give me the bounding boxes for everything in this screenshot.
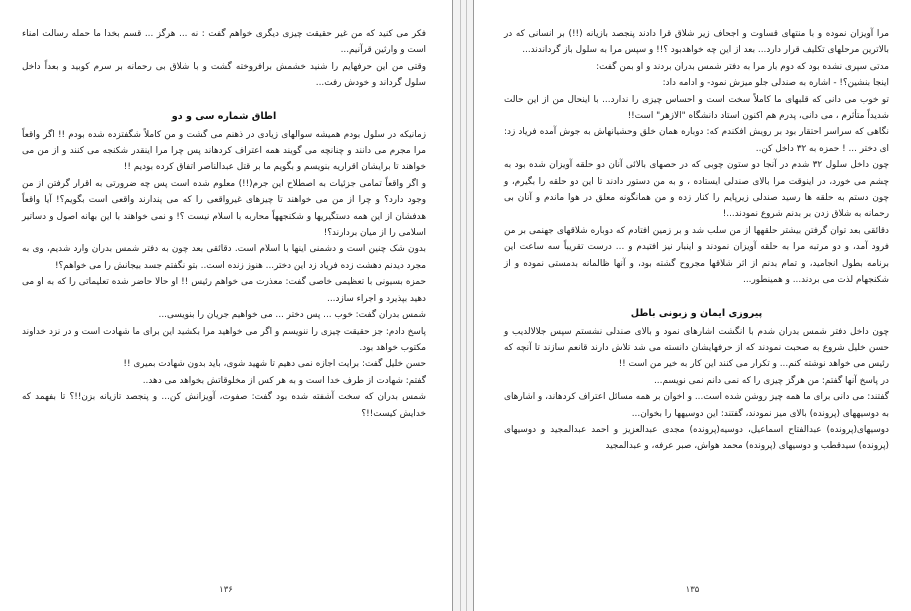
book-gutter [452, 0, 474, 611]
right-paragraph: چون داخل دفتر شمس بدران شدم با انگشت اشارهای نمود و بالای صندلی نشستم سپس جلالالدیب و حسن خلیل شروع به صحبت نمودند که از حرفهایشان دانسته می شد تلاش دارند قانعم سازند تا آنچه که رئیس می خواهد نوشته کنم... و تکرار می کنند این کار به خیر من است !! [504, 326, 889, 370]
page-edge-line [452, 0, 453, 611]
left-paragraph: شمس بدران که سخت آشفته شده بود گفت: صفوت، آویزانش کن... و پنجصد تازیانه بزن!!؟ تا بفهمد که خدایش کیست!!؟ [22, 392, 426, 419]
right-paragraph: مدتی سپری نشده بود که دوم بار مرا به دفتر شمس بدران بردند و او بمن گفت: [596, 61, 889, 72]
left-paragraph: گفتم: شهادت از طرف خدا است و به هر کس از مخلوقاتش بخواهد می دهد.. [142, 375, 426, 386]
left-section-heading: اطاق شماره سی و دو [171, 110, 277, 122]
left-paragraph: و اگر واقعاً تمامی جزئیات به اصطلاح این جرم(!!) معلوم شده است پس چه ضرورتی به اقرار گرفتن از من وجود دارد؟ و چرا از من می خواهند تا چیزهای غیرواقعی را که می پندارند واقعی است بگویم؟! آیا واقعاً هدفشان از این همه دستگیریها و شکنجههاً محاربه با اسلام نیست ؟! و نمی خواهند با این بهانه اصول و دساتیر اسلامی را از میان بردارند؟! [22, 178, 426, 239]
left-page [0, 0, 452, 611]
right-paragraph: چون داخل سلول ۳۲ شدم در آنجا دو ستون چوبی که در حصهای بالائی آنان دو حلقه آویزان شده بود به چشم می خورد، در اینوقت مرا بالای صندلی ایستاده ، و به من دستور دادند تا این دو حلقه را بگیرم، و چون دستم به حلقه ها رسید صندلی زیرپایم را کنار زده و من همانگونه معلق در هوا ماندم و آنان بی رحمانه به شلاق زدن بر بدنم شروع نمودند...! [504, 160, 889, 220]
right-paragraph: دوسیهای(پرونده) عبدالفتاح اسماعیل، دوسیه(پرونده) مجدی عبدالعزیز و احمد عبدالمجید و دوسیهای (پرونده) سیدقطب و دوسیهای (پرونده) محمد هواش، صبر عرفه، و عبدالمجید [504, 424, 889, 452]
right-section-heading: پیروزی ایمان و زبونی باطل [630, 307, 763, 319]
left-paragraph: پاسخ دادم: جز حقیقت چیزی را ننویسم و اگر می خواهید مرا بکشید این برای ما شهادت است و در نزد خداوند مکتوب خواهد بود. [22, 326, 426, 353]
right-page-number: ۱۳۵ [685, 585, 700, 595]
right-paragraph: نگاهی که سراسر احتقار بود بر رویش افکندم که: دوباره همان خلق وحشیانهاش به جوش آمده فریاد زد: ای دختر ... ! حمزه به ۳۲ داخل کن.. [504, 127, 889, 154]
right-paragraph: دقائقی بعد توان گرفتن بیشتر حلقهها از من سلب شد و بر زمین افتادم که دوباره شلاقهای جهنمی بر من فرود آمد، و دو مرتبه مرا به حلقه آویزان نمودند و اینبار نیز افتیدم و ... درست تقریباً سه ساعت این برنامه بطول انجامید، و تمام بدنم از اثر شلاقها مجروح گشته بود، و آنها ظالمانه بدمستی نموده و از شکنجهام لذت می بردند... و همینطور... [504, 225, 889, 286]
page-edge-line [466, 0, 467, 611]
right-paragraph: اینجا بنشین؟! - اشاره به صندلی جلو میزش نمود- و ادامه داد: [662, 78, 889, 89]
left-paragraph: زمانیکه در سلول بودم همیشه سوالهای زیادی در ذهنم می گشت و من کاملاً شگفتزده شده بودم !! اگر واقعاً مرا مجرم می دانند و چنانچه می گویند همه اعتراف کردهاند پس چرا مرا اینقدر شکنجه می کنند و از من می خواهند تا برایشان اقراریه بنویسم و بگویم ما بر قتل عبدالناصر اتفاق کرده بودیم !! [22, 129, 426, 173]
left-page-number: ۱۳۶ [219, 585, 233, 595]
right-page [474, 0, 911, 611]
left-paragraph: وقتی من این حرفهایم را شنید خشمش برافروخته گشت و با شلاق بی رحمانه بر سرم کوبید و بعداً داخل سلول گرداند و خودش رفت... [22, 61, 426, 89]
left-paragraph: فکر می کنید که من غیر حقیقت چیزی دیگری خواهم گفت : نه ... هرگز ... قسم بخدا ما حمله رسالت امناء است و وارثین قرآنیم... [22, 29, 426, 56]
left-paragraph: حمزه بسیونی با تعظیمی خاصی گفت: معذرت می خواهم رئیس !! او حالا حاضر شده تعلیماتی را که به او می دهید بپذیرد و اجراء سازد... [22, 277, 426, 304]
right-paragraph: گفتند: می دانی برای ما همه چیز روشن شده است... و اخوان بر همه مسائل اعتراف کردهاند، و اشارهای به دوسیههای (پرونده) بالای میز نمودند، گفتند: این دوسیهها را بخوان... [504, 392, 889, 419]
right-paragraph: در پاسخ آنها گفتم: من هرگز چیزی را که نمی دانم نمی نویسم... [653, 375, 889, 386]
right-paragraph: تو خوب می دانی که قلبهای ما کاملاً سخت است و احساس چیزی را ندارد... با اینحال من از این حالت شدیداً متأثرم ، می دانی، پدرم هم اکنون استاد دانشگاه "الازهر" است!! [504, 94, 889, 122]
page-edge-line [460, 0, 461, 611]
right-paragraph: مرا آویزان نموده و با منتهای قساوت و اجحاف زیر شلاق قرا دادند پنجصد بازیانه (!!) بر انسانی که در بالاترین مرحلهای تکلیف قرار دارد... بعد از این چه خواهدبود ؟!! و سپس مرا به سلول باز گرداندند... [504, 29, 889, 56]
left-paragraph: شمس بدران گفت: خوب ... پس دختر ... می خواهیم جریان را بنویسی... [158, 310, 426, 321]
left-paragraph: حسن خلیل گفت: برایت اجازه نمی دهیم تا شهید شوی، باید بدون شهادت بمیری !! [123, 359, 426, 370]
left-paragraph: بدون شک چنین است و دشمنی اینها با اسلام است. دقائقی بعد چون به دفتر شمس بدران وارد شدیم، وی به مجرد دیدنم دهشت زده فریاد زد این دختر... هنوز زنده است.. بتو نگفتم جسد بیجانش را می خواهم؟! [22, 244, 426, 271]
